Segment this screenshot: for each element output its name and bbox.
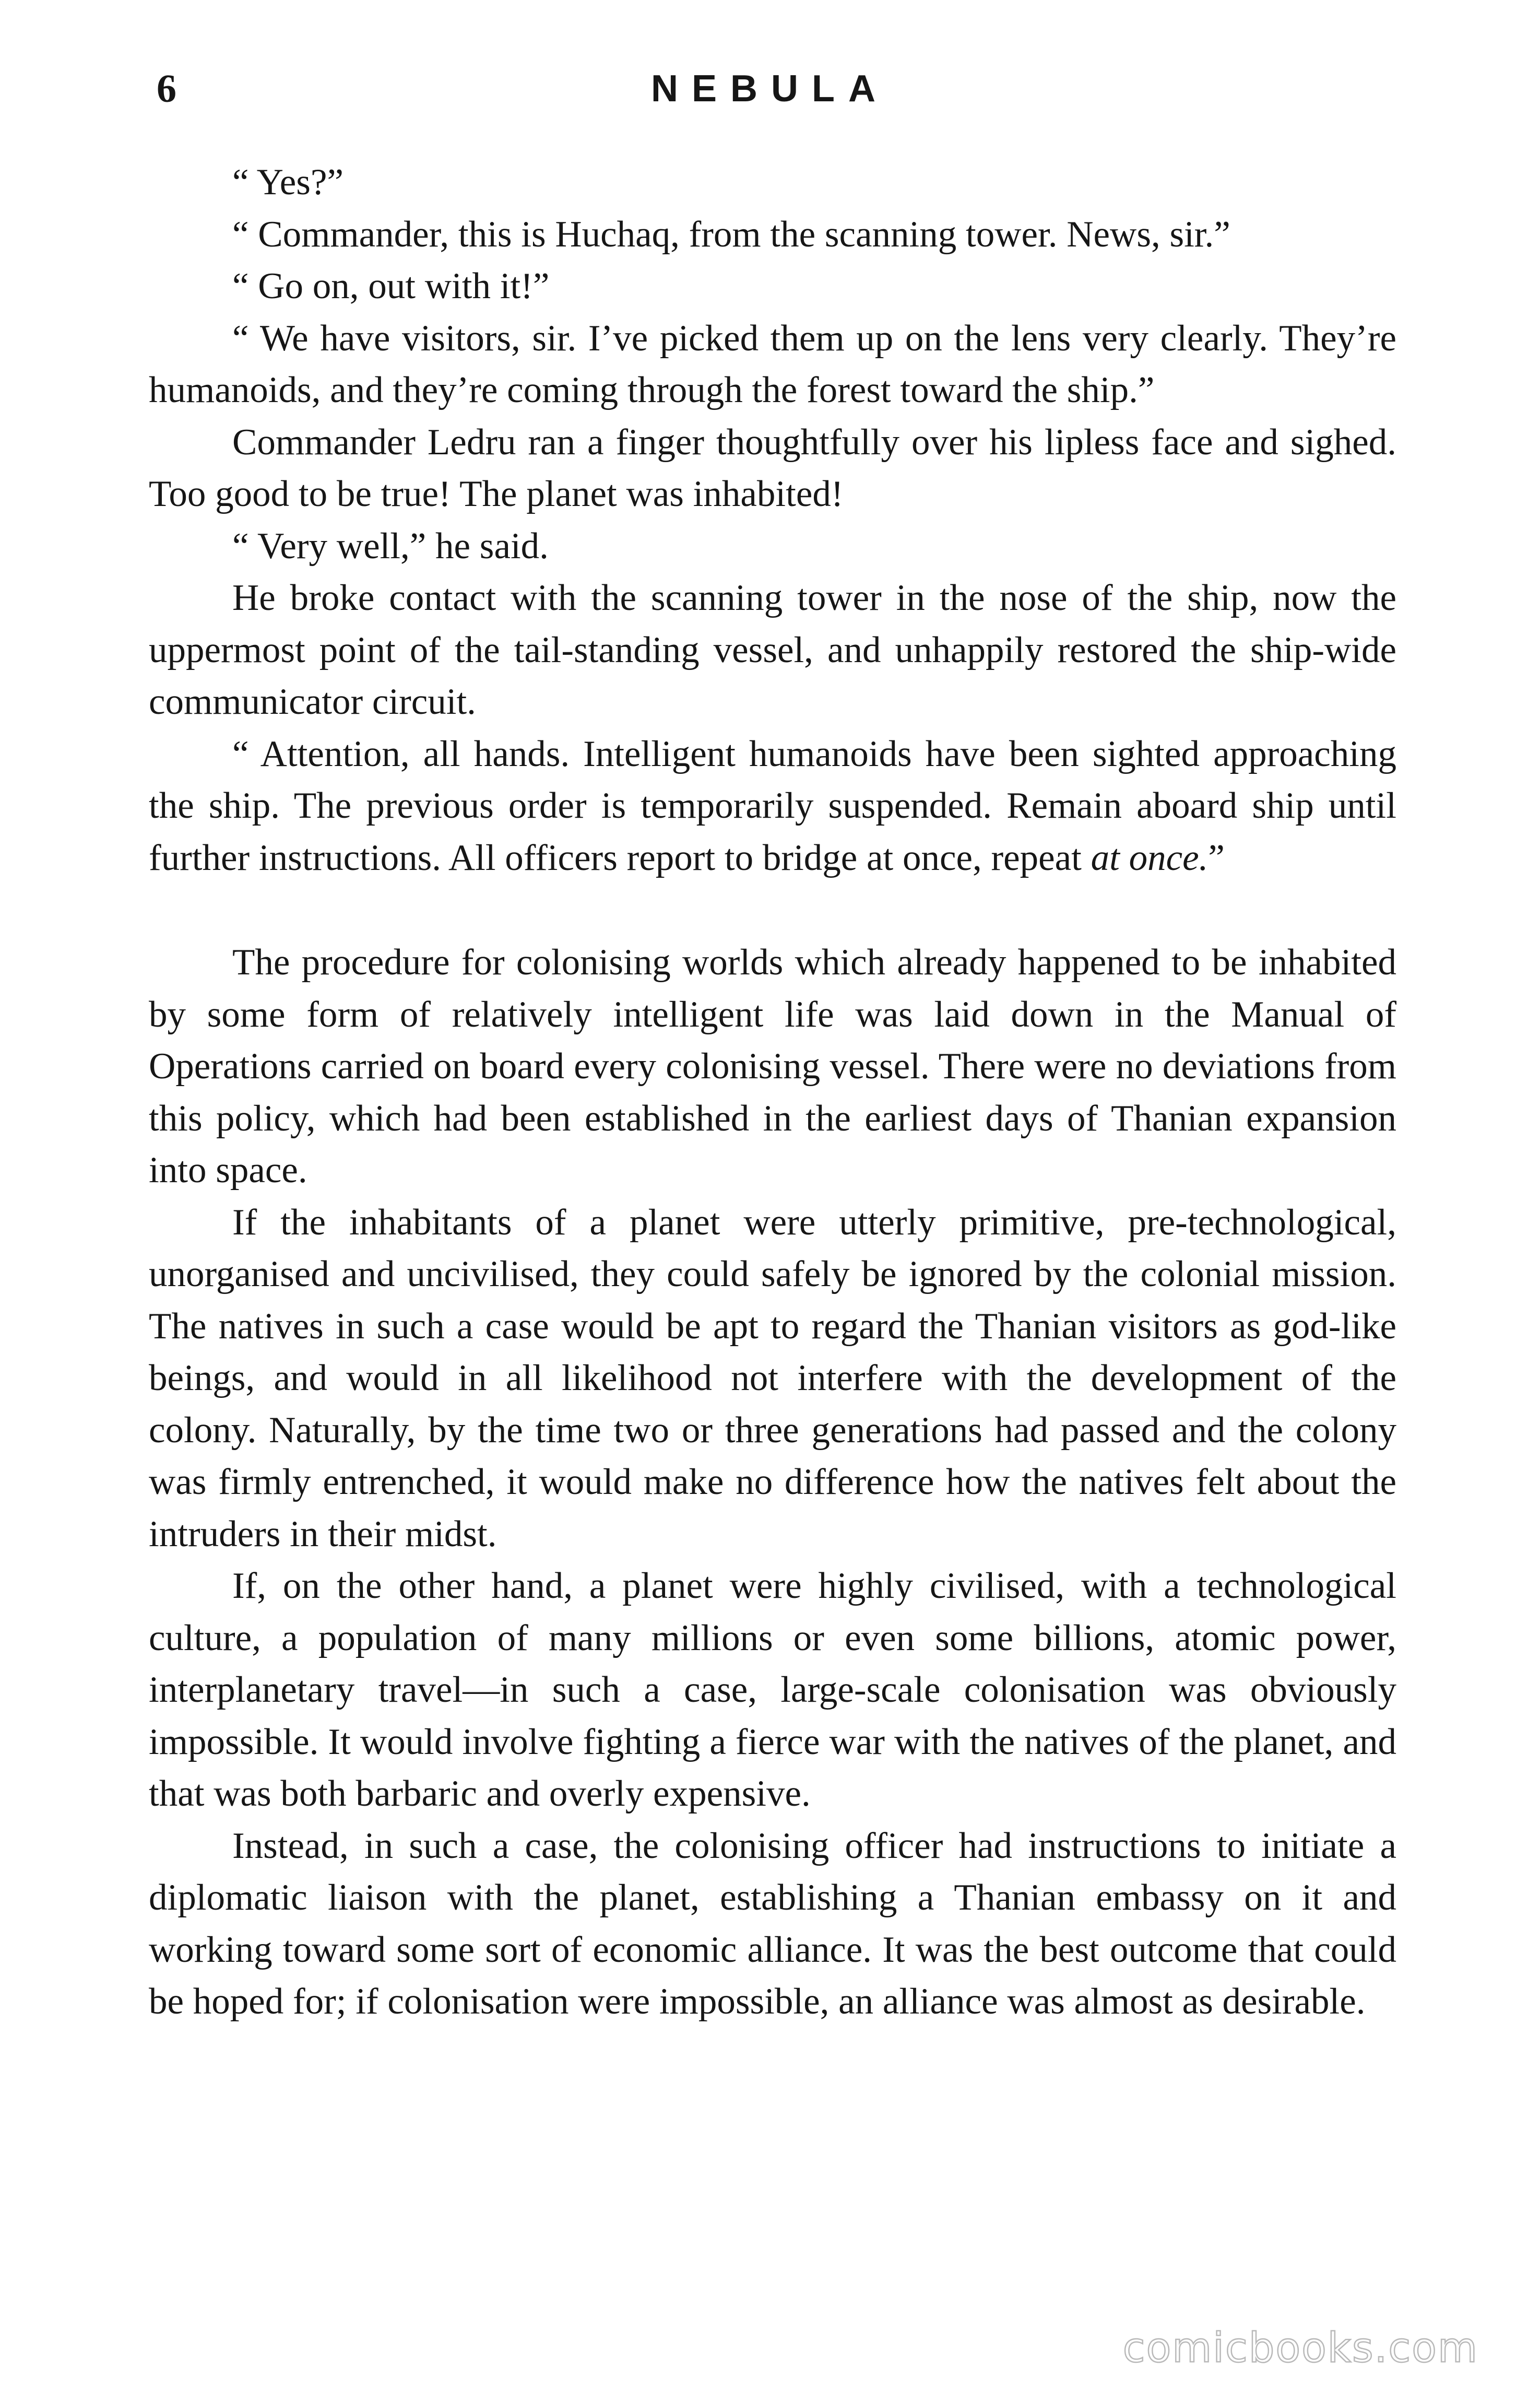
- paragraph: If the inhabitants of a planet were utterly primitive, pre-technological, unorganised and uncivilised, they could safely be ignored by the colonial mission. The natives in such a case would be apt to regard the Thanian visitors as god-like beings, and would in all likelihood not interfere with the development of the colony. Naturally, by the time two or three generations had passed and the colony was firmly entrenched, it would make no difference how the natives felt about the intruders in their midst.: [149, 1202, 1396, 1555]
- paragraph: Commander Ledru ran a finger thoughtfully over his lipless face and sighed. Too good to be true! The planet was inhabited!: [149, 421, 1396, 514]
- emphasis-at-once: at once.: [1091, 837, 1209, 878]
- paragraph: “ Yes?”: [232, 162, 343, 203]
- page-number: 6: [157, 67, 176, 111]
- paragraph: He broke contact with the scanning tower in the nose of the ship, now the uppermost point of the tail-standing vessel, and unhappily restored the ship-wide communicator circuit.: [149, 578, 1396, 722]
- body-text: [149, 157, 1396, 2028]
- closing-quote: ”: [1208, 837, 1225, 878]
- paragraph: “ Very well,” he said.: [232, 525, 549, 567]
- paragraph: If, on the other hand, a planet were highly civilised, with a technological culture, a population of many millions or even some billions, atomic power, interplanetary travel—in such a case, large-scale colonisation was obviously impossible. It would involve fighting a fierce war with the natives of the planet, and that was both barbaric and overly expensive.: [149, 1565, 1396, 1814]
- paragraph: “ Commander, this is Huchaq, from the scanning tower. News, sir.”: [232, 214, 1230, 255]
- paragraph: “ We have visitors, sir. I’ve picked them up on the lens very clearly. They’re humanoids, and they’re coming through the forest toward the ship.”: [149, 317, 1396, 410]
- paragraph: Instead, in such a case, the colonising officer had instructions to initiate a diplomatic liaison with the planet, establishing a Thanian embassy on it and working toward some sort of economic alliance. It was the best outcome that could be hoped for; if colonisation were impossible, an alliance was almost as desirable.: [149, 1825, 1396, 2022]
- paragraph-text: “ Attention, all hands. Intelligent humanoids have been sighted approaching the ship. The previous order is temporarily suspended. Remain aboard ship until further instructions. All officers report to bridge at once, repeat: [149, 733, 1396, 878]
- paragraph: “ Go on, out with it!”: [232, 266, 550, 307]
- running-head: NEBULA: [651, 68, 889, 110]
- watermark: comicbooks.com: [1122, 2325, 1478, 2372]
- page-header: [146, 63, 1394, 120]
- paragraph: [149, 728, 1396, 885]
- paragraph: The procedure for colonising worlds which already happened to be inhabited by some form of relatively intelligent life was laid down in the Manual of Operations carried on board every colonising vessel. There were no deviations from this policy, which had been established in the earliest days of Thanian expansion into space.: [149, 942, 1396, 1191]
